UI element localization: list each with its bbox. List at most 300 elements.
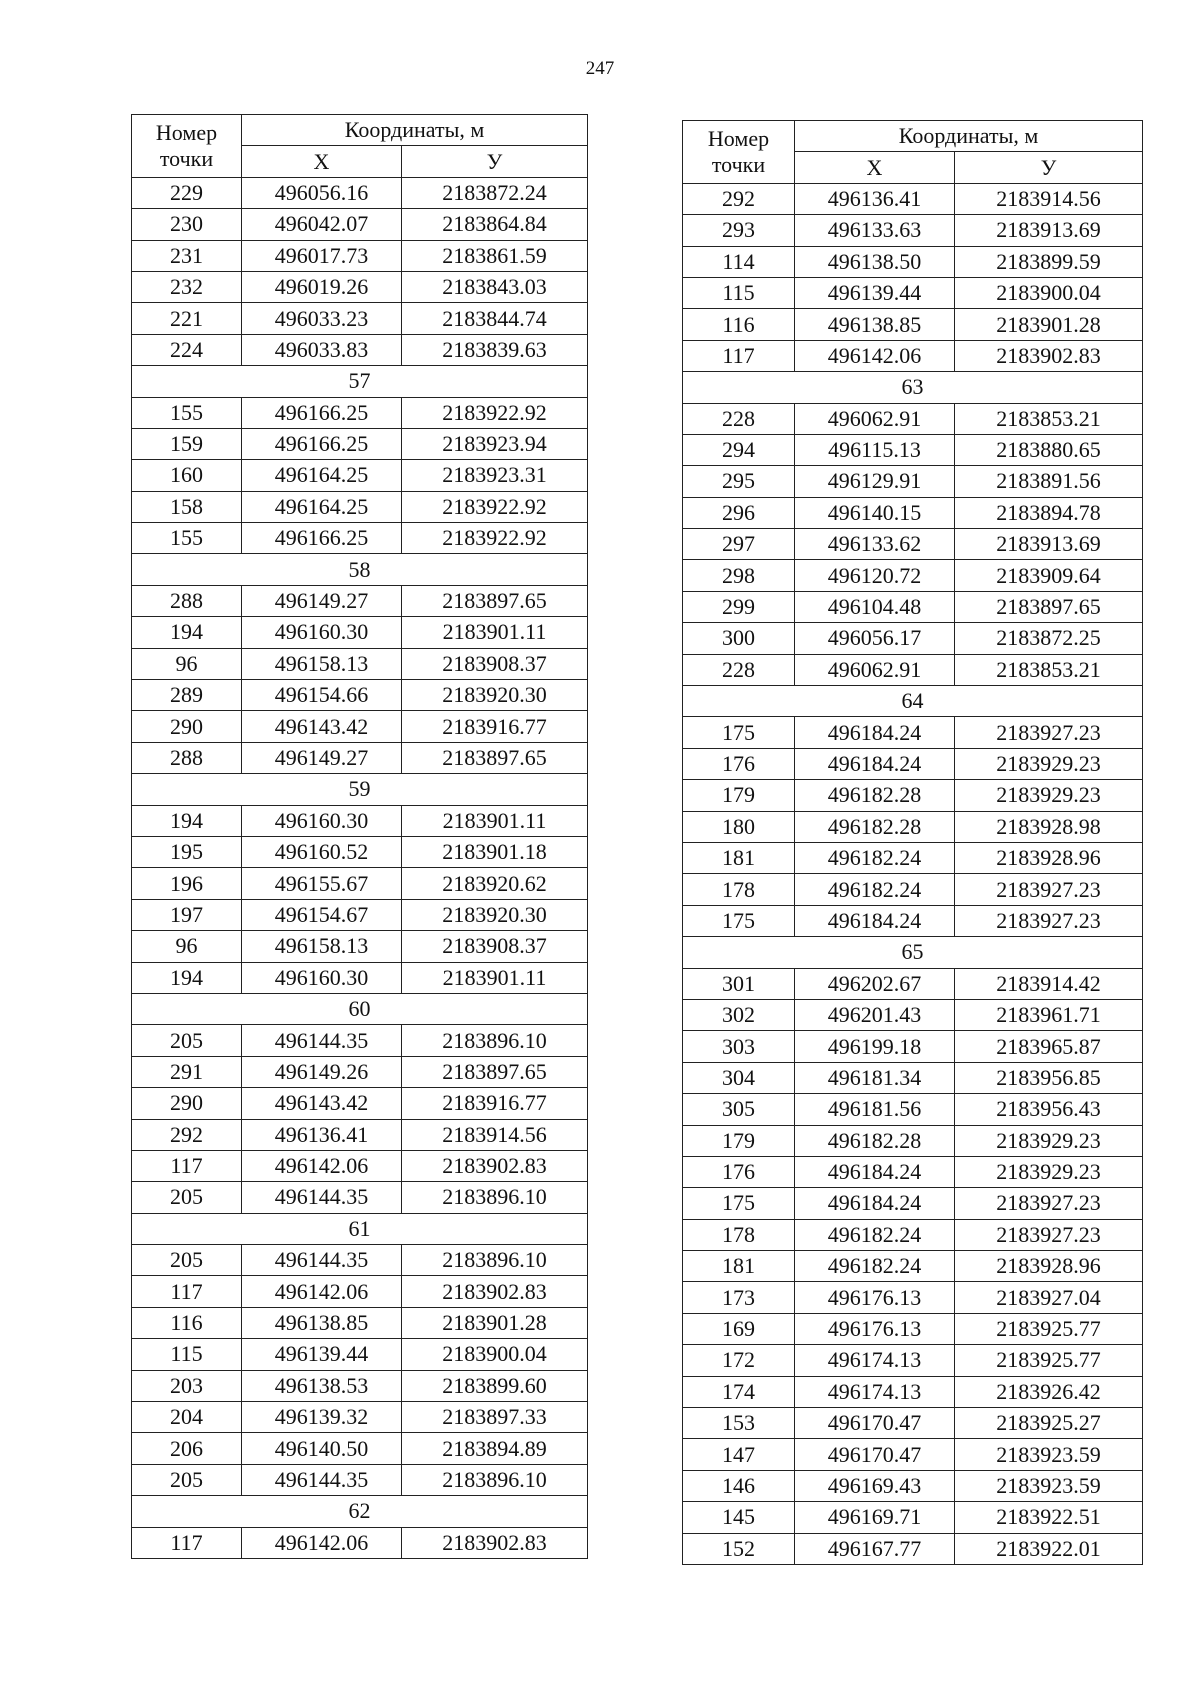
- table-row: [132, 836, 588, 867]
- x-coordinate-cell: 496104.48: [795, 591, 955, 622]
- group-number: 64: [683, 686, 1143, 717]
- table-row: [683, 1094, 1143, 1125]
- y-coordinate-cell: 2183965.87: [955, 1031, 1143, 1062]
- x-coordinate-cell: 496154.66: [242, 680, 402, 711]
- x-coordinate-cell: 496138.85: [795, 309, 955, 340]
- table-row: [132, 1402, 588, 1433]
- point-number-cell: 305: [683, 1094, 795, 1125]
- y-coordinate-cell: 2183908.37: [402, 648, 588, 679]
- x-coordinate-cell: 496136.41: [795, 183, 955, 214]
- x-coordinate-cell: 496184.24: [795, 748, 955, 779]
- table-row: [132, 428, 588, 459]
- point-number-cell: 229: [132, 177, 242, 208]
- x-coordinate-cell: 496149.26: [242, 1056, 402, 1087]
- table-row: [132, 899, 588, 930]
- group-header-row: [132, 1496, 588, 1527]
- point-number-cell: 294: [683, 434, 795, 465]
- table-row: [683, 1125, 1143, 1156]
- point-number-cell: 194: [132, 805, 242, 836]
- x-coordinate-cell: 496166.25: [242, 397, 402, 428]
- y-coordinate-cell: 2183925.77: [955, 1345, 1143, 1376]
- point-number-cell: 181: [683, 1251, 795, 1282]
- x-coordinate-cell: 496160.52: [242, 836, 402, 867]
- table-body-left: [132, 177, 588, 1558]
- y-coordinate-cell: 2183901.28: [955, 309, 1143, 340]
- x-coordinate-cell: 496201.43: [795, 999, 955, 1030]
- x-coordinate-cell: 496143.42: [242, 1088, 402, 1119]
- y-coordinate-cell: 2183923.59: [955, 1470, 1143, 1501]
- point-number-cell: 194: [132, 962, 242, 993]
- x-coordinate-cell: 496182.28: [795, 1125, 955, 1156]
- point-number-cell: 204: [132, 1402, 242, 1433]
- x-coordinate-cell: 496184.24: [795, 1188, 955, 1219]
- point-number-cell: 181: [683, 842, 795, 873]
- x-coordinate-cell: 496181.56: [795, 1094, 955, 1125]
- x-coordinate-cell: 496138.50: [795, 246, 955, 277]
- table-row: [683, 1156, 1143, 1187]
- x-coordinate-cell: 496056.17: [795, 623, 955, 654]
- point-number-cell: 291: [132, 1056, 242, 1087]
- x-coordinate-cell: 496174.13: [795, 1345, 955, 1376]
- point-number-cell: 296: [683, 497, 795, 528]
- y-coordinate-cell: 2183925.77: [955, 1313, 1143, 1344]
- point-number-cell: 290: [132, 1088, 242, 1119]
- y-coordinate-cell: 2183916.77: [402, 1088, 588, 1119]
- table-row: [132, 648, 588, 679]
- point-number-cell: 172: [683, 1345, 795, 1376]
- x-coordinate-cell: 496136.41: [242, 1119, 402, 1150]
- table-row: [683, 842, 1143, 873]
- point-number-cell: 176: [683, 748, 795, 779]
- y-coordinate-cell: 2183896.10: [402, 1245, 588, 1276]
- table-row: [683, 497, 1143, 528]
- y-coordinate-cell: 2183897.33: [402, 1402, 588, 1433]
- x-coordinate-cell: 496182.28: [795, 780, 955, 811]
- y-coordinate-cell: 2183896.10: [402, 1025, 588, 1056]
- header-point-number-line1: Номер: [155, 119, 218, 145]
- y-coordinate-cell: 2183920.30: [402, 680, 588, 711]
- y-coordinate-cell: 2183864.84: [402, 209, 588, 240]
- point-number-cell: 96: [132, 931, 242, 962]
- page-number: 247: [585, 58, 615, 79]
- point-number-cell: 288: [132, 585, 242, 616]
- y-coordinate-cell: 2183902.83: [402, 1527, 588, 1558]
- group-header-row: [683, 372, 1143, 403]
- y-coordinate-cell: 2183894.78: [955, 497, 1143, 528]
- y-coordinate-cell: 2183922.51: [955, 1502, 1143, 1533]
- y-coordinate-cell: 2183914.56: [402, 1119, 588, 1150]
- y-coordinate-cell: 2183926.42: [955, 1376, 1143, 1407]
- point-number-cell: 206: [132, 1433, 242, 1464]
- y-coordinate-cell: 2183922.92: [402, 523, 588, 554]
- point-number-cell: 155: [132, 397, 242, 428]
- header-coordinates: Координаты, м: [242, 115, 588, 146]
- y-coordinate-cell: 2183928.96: [955, 842, 1143, 873]
- table-row: [683, 811, 1143, 842]
- table-row: [683, 1502, 1143, 1533]
- x-coordinate-cell: 496139.44: [242, 1339, 402, 1370]
- point-number-cell: 231: [132, 240, 242, 271]
- point-number-cell: 174: [683, 1376, 795, 1407]
- x-coordinate-cell: 496129.91: [795, 466, 955, 497]
- x-coordinate-cell: 496144.35: [242, 1025, 402, 1056]
- table-row: [683, 1313, 1143, 1344]
- point-number-cell: 146: [683, 1470, 795, 1501]
- point-number-cell: 115: [132, 1339, 242, 1370]
- y-coordinate-cell: 2183896.10: [402, 1182, 588, 1213]
- point-number-cell: 114: [683, 246, 795, 277]
- table-row: [132, 491, 588, 522]
- x-coordinate-cell: 496143.42: [242, 711, 402, 742]
- group-header-row: [132, 1213, 588, 1244]
- x-coordinate-cell: 496138.85: [242, 1307, 402, 1338]
- table-row: [132, 1276, 588, 1307]
- point-number-cell: 228: [683, 403, 795, 434]
- y-coordinate-cell: 2183922.92: [402, 397, 588, 428]
- y-coordinate-cell: 2183925.27: [955, 1408, 1143, 1439]
- y-coordinate-cell: 2183897.65: [402, 1056, 588, 1087]
- y-coordinate-cell: 2183902.83: [402, 1276, 588, 1307]
- header-point-number-line2: точки: [159, 145, 214, 171]
- point-number-cell: 302: [683, 999, 795, 1030]
- y-coordinate-cell: 2183901.11: [402, 805, 588, 836]
- y-coordinate-cell: 2183927.23: [955, 874, 1143, 905]
- point-number-cell: 178: [683, 1219, 795, 1250]
- group-header-row: [683, 686, 1143, 717]
- table-row: [132, 460, 588, 491]
- table-row: [132, 742, 588, 773]
- point-number-cell: 147: [683, 1439, 795, 1470]
- y-coordinate-cell: 2183861.59: [402, 240, 588, 271]
- y-coordinate-cell: 2183929.23: [955, 780, 1143, 811]
- table-row: [683, 215, 1143, 246]
- point-number-cell: 155: [132, 523, 242, 554]
- x-coordinate-cell: 496120.72: [795, 560, 955, 591]
- y-coordinate-cell: 2183894.89: [402, 1433, 588, 1464]
- table-row: [132, 271, 588, 302]
- x-coordinate-cell: 496139.32: [242, 1402, 402, 1433]
- x-coordinate-cell: 496139.44: [795, 277, 955, 308]
- y-coordinate-cell: 2183927.23: [955, 717, 1143, 748]
- y-coordinate-cell: 2183916.77: [402, 711, 588, 742]
- x-coordinate-cell: 496140.50: [242, 1433, 402, 1464]
- point-number-cell: 232: [132, 271, 242, 302]
- table-row: [683, 340, 1143, 371]
- table-row: [683, 717, 1143, 748]
- x-coordinate-cell: 496158.13: [242, 931, 402, 962]
- y-coordinate-cell: 2183897.65: [955, 591, 1143, 622]
- point-number-cell: 195: [132, 836, 242, 867]
- point-number-cell: 292: [132, 1119, 242, 1150]
- y-coordinate-cell: 2183853.21: [955, 403, 1143, 434]
- table-row: [683, 1439, 1143, 1470]
- y-coordinate-cell: 2183909.64: [955, 560, 1143, 591]
- group-number: 63: [683, 372, 1143, 403]
- table-row: [683, 1062, 1143, 1093]
- table-row: [683, 1533, 1143, 1564]
- table-row: [132, 397, 588, 428]
- x-coordinate-cell: 496144.35: [242, 1245, 402, 1276]
- group-number: 65: [683, 937, 1143, 968]
- y-coordinate-cell: 2183920.62: [402, 868, 588, 899]
- x-coordinate-cell: 496170.47: [795, 1408, 955, 1439]
- y-coordinate-cell: 2183880.65: [955, 434, 1143, 465]
- table-row: [132, 585, 588, 616]
- group-header-row: [132, 774, 588, 805]
- header-x: X: [795, 152, 955, 183]
- x-coordinate-cell: 496202.67: [795, 968, 955, 999]
- table-row: [132, 1527, 588, 1558]
- table-row: [132, 1339, 588, 1370]
- y-coordinate-cell: 2183923.94: [402, 428, 588, 459]
- table-row: [132, 868, 588, 899]
- y-coordinate-cell: 2183843.03: [402, 271, 588, 302]
- table-row: [132, 1150, 588, 1181]
- table-row: [132, 1307, 588, 1338]
- point-number-cell: 159: [132, 428, 242, 459]
- x-coordinate-cell: 496174.13: [795, 1376, 955, 1407]
- x-coordinate-cell: 496160.30: [242, 617, 402, 648]
- x-coordinate-cell: 496164.25: [242, 491, 402, 522]
- x-coordinate-cell: 496166.25: [242, 523, 402, 554]
- y-coordinate-cell: 2183897.65: [402, 742, 588, 773]
- table-row: [683, 1031, 1143, 1062]
- point-number-cell: 117: [132, 1527, 242, 1558]
- y-coordinate-cell: 2183913.69: [955, 215, 1143, 246]
- point-number-cell: 194: [132, 617, 242, 648]
- group-header-row: [132, 366, 588, 397]
- group-number: 57: [132, 366, 588, 397]
- y-coordinate-cell: 2183896.10: [402, 1464, 588, 1495]
- table-row: [132, 1370, 588, 1401]
- point-number-cell: 205: [132, 1025, 242, 1056]
- table-row: [683, 905, 1143, 936]
- y-coordinate-cell: 2183908.37: [402, 931, 588, 962]
- point-number-cell: 117: [132, 1150, 242, 1181]
- point-number-cell: 158: [132, 491, 242, 522]
- point-number-cell: 173: [683, 1282, 795, 1313]
- table-row: [683, 654, 1143, 685]
- point-number-cell: 230: [132, 209, 242, 240]
- point-number-cell: 300: [683, 623, 795, 654]
- table-body-right: [683, 183, 1143, 1564]
- x-coordinate-cell: 496142.06: [242, 1276, 402, 1307]
- table-row: [683, 183, 1143, 214]
- y-coordinate-cell: 2183956.43: [955, 1094, 1143, 1125]
- table-row: [683, 968, 1143, 999]
- table-row: [683, 1251, 1143, 1282]
- x-coordinate-cell: 496154.67: [242, 899, 402, 930]
- point-number-cell: 153: [683, 1408, 795, 1439]
- group-number: 61: [132, 1213, 588, 1244]
- table-row: [132, 1025, 588, 1056]
- y-coordinate-cell: 2183899.59: [955, 246, 1143, 277]
- table-row: [683, 1219, 1143, 1250]
- point-number-cell: 179: [683, 1125, 795, 1156]
- point-number-cell: 117: [683, 340, 795, 371]
- y-coordinate-cell: 2183928.96: [955, 1251, 1143, 1282]
- x-coordinate-cell: 496155.67: [242, 868, 402, 899]
- group-number: 58: [132, 554, 588, 585]
- header-point-number: [683, 121, 795, 184]
- table-row: [132, 240, 588, 271]
- point-number-cell: 180: [683, 811, 795, 842]
- x-coordinate-cell: 496182.24: [795, 842, 955, 873]
- point-number-cell: 197: [132, 899, 242, 930]
- point-number-cell: 299: [683, 591, 795, 622]
- table-row: [683, 874, 1143, 905]
- table-row: [683, 434, 1143, 465]
- table-row: [683, 309, 1143, 340]
- point-number-cell: 116: [132, 1307, 242, 1338]
- table-row: [132, 680, 588, 711]
- x-coordinate-cell: 496017.73: [242, 240, 402, 271]
- x-coordinate-cell: 496160.30: [242, 805, 402, 836]
- y-coordinate-cell: 2183929.23: [955, 748, 1143, 779]
- point-number-cell: 175: [683, 905, 795, 936]
- point-number-cell: 96: [132, 648, 242, 679]
- header-point-number-line1: Номер: [707, 125, 770, 151]
- point-number-cell: 176: [683, 1156, 795, 1187]
- table-row: [132, 1119, 588, 1150]
- table-row: [132, 1056, 588, 1087]
- table-row: [132, 805, 588, 836]
- y-coordinate-cell: 2183961.71: [955, 999, 1143, 1030]
- x-coordinate-cell: 496142.06: [795, 340, 955, 371]
- y-coordinate-cell: 2183844.74: [402, 303, 588, 334]
- y-coordinate-cell: 2183872.24: [402, 177, 588, 208]
- x-coordinate-cell: 496181.34: [795, 1062, 955, 1093]
- y-coordinate-cell: 2183914.56: [955, 183, 1143, 214]
- x-coordinate-cell: 496176.13: [795, 1313, 955, 1344]
- group-number: 60: [132, 993, 588, 1024]
- point-number-cell: 205: [132, 1464, 242, 1495]
- y-coordinate-cell: 2183900.04: [402, 1339, 588, 1370]
- x-coordinate-cell: 496142.06: [242, 1150, 402, 1181]
- y-coordinate-cell: 2183872.25: [955, 623, 1143, 654]
- x-coordinate-cell: 496062.91: [795, 654, 955, 685]
- y-coordinate-cell: 2183927.23: [955, 1188, 1143, 1219]
- y-coordinate-cell: 2183897.65: [402, 585, 588, 616]
- point-number-cell: 175: [683, 717, 795, 748]
- x-coordinate-cell: 496019.26: [242, 271, 402, 302]
- table-row: [683, 246, 1143, 277]
- y-coordinate-cell: 2183929.23: [955, 1156, 1143, 1187]
- x-coordinate-cell: 496184.24: [795, 1156, 955, 1187]
- x-coordinate-cell: 496149.27: [242, 585, 402, 616]
- x-coordinate-cell: 496133.63: [795, 215, 955, 246]
- x-coordinate-cell: 496176.13: [795, 1282, 955, 1313]
- x-coordinate-cell: 496149.27: [242, 742, 402, 773]
- x-coordinate-cell: 496133.62: [795, 529, 955, 560]
- table-row: [132, 617, 588, 648]
- group-header-row: [683, 937, 1143, 968]
- x-coordinate-cell: 496199.18: [795, 1031, 955, 1062]
- point-number-cell: 292: [683, 183, 795, 214]
- header-y: У: [402, 146, 588, 177]
- point-number-cell: 205: [132, 1245, 242, 1276]
- x-coordinate-cell: 496033.23: [242, 303, 402, 334]
- table-row: [683, 1376, 1143, 1407]
- table-row: [132, 177, 588, 208]
- point-number-cell: 205: [132, 1182, 242, 1213]
- group-header-row: [132, 554, 588, 585]
- group-number: 62: [132, 1496, 588, 1527]
- x-coordinate-cell: 496182.24: [795, 874, 955, 905]
- table-row: [132, 962, 588, 993]
- table-row: [683, 591, 1143, 622]
- table-row: [683, 560, 1143, 591]
- x-coordinate-cell: 496182.24: [795, 1219, 955, 1250]
- table-row: [132, 1182, 588, 1213]
- table-row: [132, 334, 588, 365]
- y-coordinate-cell: 2183920.30: [402, 899, 588, 930]
- point-number-cell: 196: [132, 868, 242, 899]
- table-row: [683, 403, 1143, 434]
- point-number-cell: 160: [132, 460, 242, 491]
- table-row: [683, 1470, 1143, 1501]
- x-coordinate-cell: 496184.24: [795, 905, 955, 936]
- point-number-cell: 179: [683, 780, 795, 811]
- y-coordinate-cell: 2183913.69: [955, 529, 1143, 560]
- x-coordinate-cell: 496164.25: [242, 460, 402, 491]
- table-row: [683, 277, 1143, 308]
- x-coordinate-cell: 496142.06: [242, 1527, 402, 1558]
- table-row: [683, 529, 1143, 560]
- point-number-cell: 295: [683, 466, 795, 497]
- group-header-row: [132, 993, 588, 1024]
- table-row: [132, 303, 588, 334]
- table-row: [132, 523, 588, 554]
- x-coordinate-cell: 496056.16: [242, 177, 402, 208]
- x-coordinate-cell: 496166.25: [242, 428, 402, 459]
- x-coordinate-cell: 496158.13: [242, 648, 402, 679]
- y-coordinate-cell: 2183927.23: [955, 905, 1143, 936]
- x-coordinate-cell: 496144.35: [242, 1182, 402, 1213]
- x-coordinate-cell: 496144.35: [242, 1464, 402, 1495]
- point-number-cell: 304: [683, 1062, 795, 1093]
- x-coordinate-cell: 496062.91: [795, 403, 955, 434]
- x-coordinate-cell: 496160.30: [242, 962, 402, 993]
- table-row: [683, 1408, 1143, 1439]
- x-coordinate-cell: 496033.83: [242, 334, 402, 365]
- table-row: [683, 748, 1143, 779]
- table-row: [683, 623, 1143, 654]
- x-coordinate-cell: 496182.28: [795, 811, 955, 842]
- table-row: [132, 1433, 588, 1464]
- x-coordinate-cell: 496167.77: [795, 1533, 955, 1564]
- table-row: [132, 711, 588, 742]
- point-number-cell: 115: [683, 277, 795, 308]
- y-coordinate-cell: 2183927.04: [955, 1282, 1143, 1313]
- point-number-cell: 303: [683, 1031, 795, 1062]
- point-number-cell: 298: [683, 560, 795, 591]
- y-coordinate-cell: 2183901.11: [402, 617, 588, 648]
- point-number-cell: 297: [683, 529, 795, 560]
- table-row: [132, 209, 588, 240]
- point-number-cell: 169: [683, 1313, 795, 1344]
- x-coordinate-cell: 496169.71: [795, 1502, 955, 1533]
- table-row: [132, 931, 588, 962]
- coordinates-table-left: [131, 114, 588, 1559]
- point-number-cell: 224: [132, 334, 242, 365]
- y-coordinate-cell: 2183901.18: [402, 836, 588, 867]
- coordinates-table-right: [682, 120, 1143, 1565]
- y-coordinate-cell: 2183901.11: [402, 962, 588, 993]
- y-coordinate-cell: 2183928.98: [955, 811, 1143, 842]
- header-point-number-line2: точки: [711, 151, 766, 177]
- table-row: [683, 999, 1143, 1030]
